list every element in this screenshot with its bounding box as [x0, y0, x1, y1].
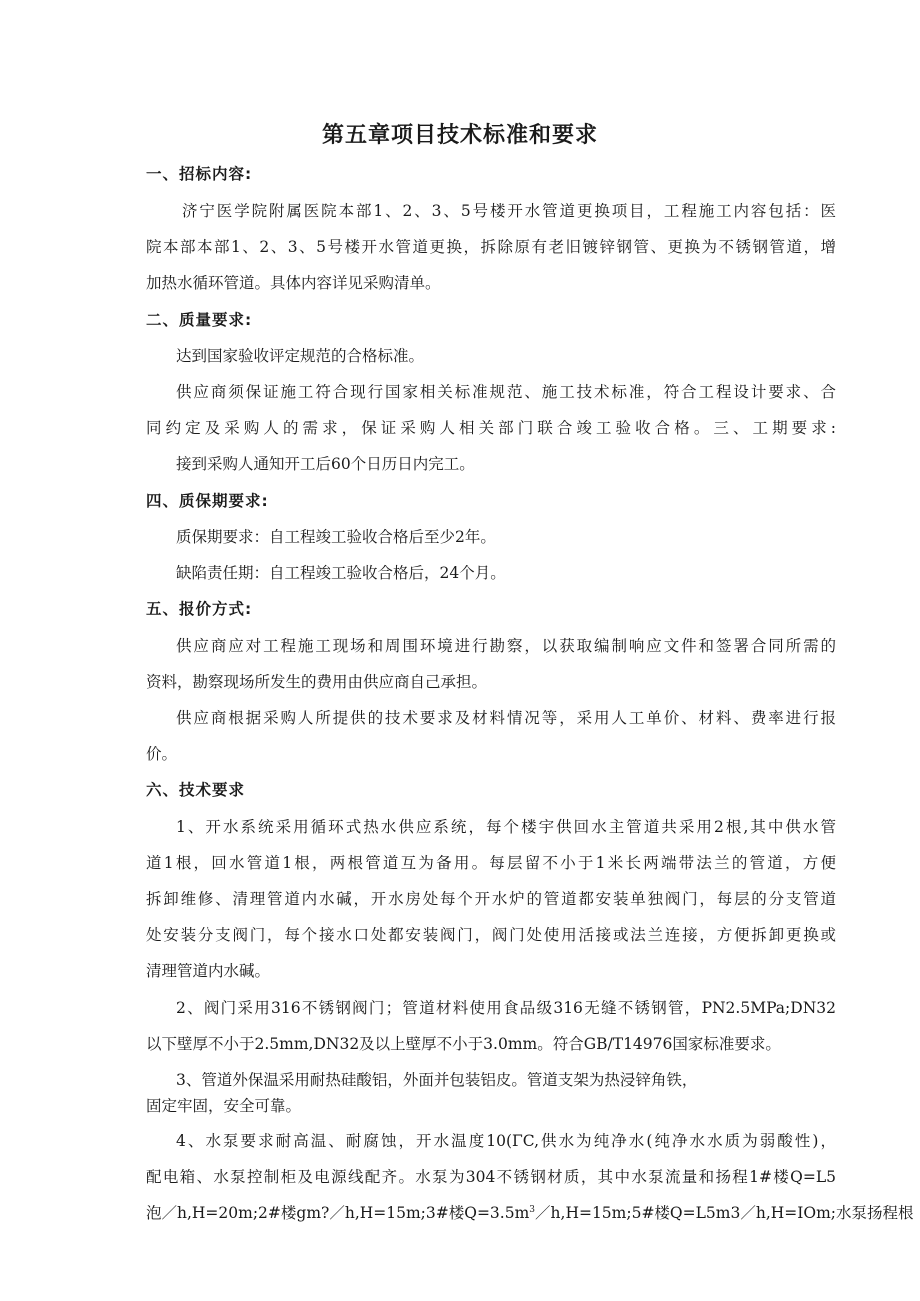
paragraph-line: 价。: [146, 745, 178, 763]
paragraph-line: 2、阀门采用316不锈钢阀门；管道材料使用食品级316无缝不锈钢管，PN2.5MPa;DN32: [176, 999, 836, 1017]
paragraph-line: 拆卸维修、清理管道内水碱，开水房处每个开水炉的管道都安装单独阀门，每层的分支管道: [146, 890, 836, 908]
section-heading-technical: 六、技术要求: [146, 781, 246, 799]
paragraph-line-part: ／h,H=15m;5#楼Q=L5m3／h,H=IOm;水泵扬程根: [535, 1204, 914, 1222]
paragraph-line-part: 泡／h,H=20m;2#楼gm?／h,H=15m;3#楼Q=3.5m: [146, 1204, 530, 1222]
section-heading-bidding-content: 一、招标内容:: [146, 165, 253, 183]
paragraph-line: 资料，勘察现场所发生的费用由供应商自己承担。: [146, 673, 488, 691]
paragraph-line: 院本部本部1、2、3、5号楼开水管道更换，拆除原有老旧镀锌钢管、更换为不锈钢管道，增: [146, 238, 836, 256]
paragraph-line: 接到采购人通知开工后60个日历日内完工。: [176, 455, 475, 473]
paragraph-line: 4、水泵要求耐高温、耐腐蚀，开水温度10(ΓC,供水为纯净水(纯净水水质为弱酸性)，: [176, 1132, 836, 1150]
paragraph-line: 供应商应对工程施工现场和周围环境进行勘察，以获取编制响应文件和签署合同所需的: [176, 637, 836, 655]
paragraph-line: 3、管道外保温采用耐热硅酸铝，外面并包装铝皮。管道支架为热浸锌角铁，: [176, 1071, 698, 1089]
paragraph-line: 固定牢固，安全可靠。: [146, 1097, 302, 1115]
section-heading-quality: 二、质量要求:: [146, 311, 253, 329]
section-heading-quotation: 五、报价方式:: [146, 600, 253, 618]
paragraph-line: 清理管道内水碱。: [146, 962, 271, 980]
paragraph-line: 供应商根据采购人所提供的技术要求及材料情况等，采用人工单价、材料、费率进行报: [176, 709, 836, 727]
paragraph-line: 缺陷责任期：自工程竣工验收合格后，24个月。: [176, 564, 506, 582]
paragraph-line: 质保期要求：自工程竣工验收合格后至少2年。: [176, 528, 496, 546]
paragraph-line: 达到国家验收评定规范的合格标准。: [176, 347, 425, 365]
page-title: 第五章项目技术标准和要求: [321, 123, 598, 148]
paragraph-line: 济宁医学院附属医院本部1、2、3、5号楼开水管道更换项目，工程施工内容包括：医: [182, 202, 836, 220]
paragraph-line: 加热水循环管道。具体内容详见采购清单。: [146, 274, 441, 292]
paragraph-line: 处安装分支阀门，每个接水口处都安装阀门，阀门处使用活接或法兰连接，方便拆卸更换或: [146, 926, 836, 944]
paragraph-line: 1、开水系统采用循环式热水供应系统，每个楼宇供回水主管道共采用2根,其中供水管: [176, 818, 836, 836]
paragraph-line: 同约定及采购人的需求，保证采购人相关部门联合竣工验收合格。三、工期要求:: [146, 419, 836, 437]
section-heading-warranty: 四、质保期要求:: [146, 492, 269, 510]
paragraph-line: 以下壁厚不小于2.5mm,DN32及以上壁厚不小于3.0mm。符合GB/T14976国家标准要求。: [146, 1035, 781, 1053]
superscript: 3: [529, 1204, 536, 1215]
paragraph-line: [146, 1203, 914, 1223]
paragraph-line: 道1根，回水管道1根，两根管道互为备用。每层留不小于1米长两端带法兰的管道，方便: [146, 854, 836, 872]
paragraph-line: 供应商须保证施工符合现行国家相关标准规范、施工技术标准，符合工程设计要求、合: [176, 383, 836, 401]
paragraph-line: 配电箱、水泵控制柜及电源线配齐。水泵为304不锈钢材质，其中水泵流量和扬程1#楼Q=L5: [146, 1168, 836, 1186]
